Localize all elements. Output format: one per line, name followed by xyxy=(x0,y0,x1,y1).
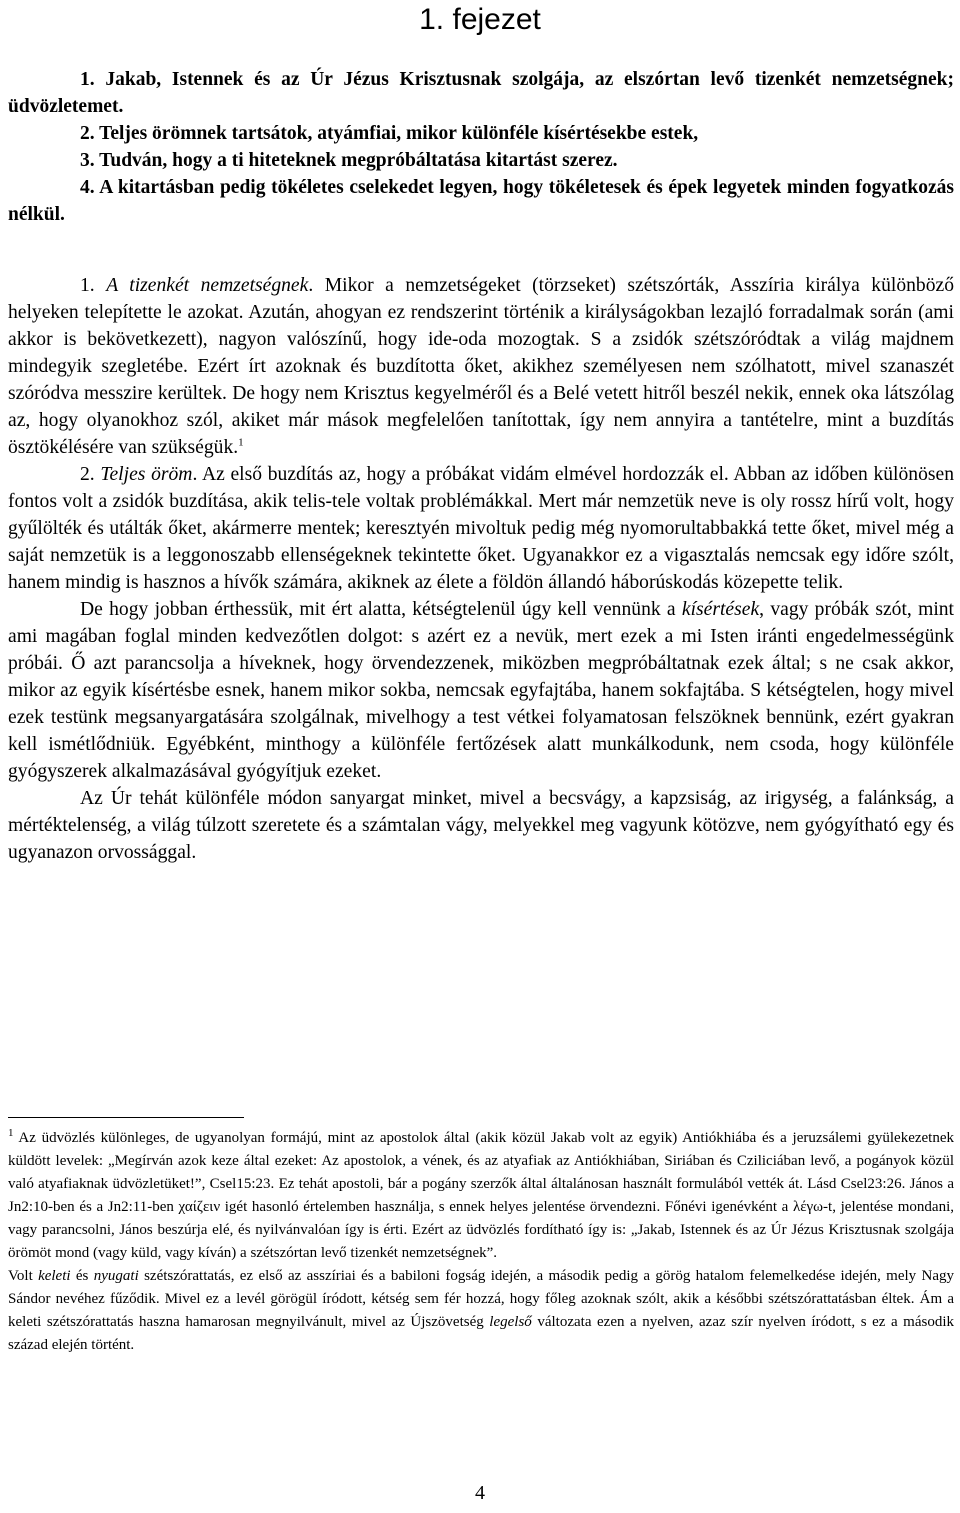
commentary-text-1: . Mikor a nemzetségeket (törzseket) szétszórták, Asszíria királya különböző helyeken telepítette le azokat. Azután, ahogyan ez rendszerint történik a királyságokban lezajló forradalmak során (ami akkor is bekövetkezett), nagyon valószínű, hogy ide-oda mozogtak. S a zsidók szétszóródtak a világ majdnem mindegyik szegletébe. Ezért írt azoknak és buzdította őket, akikhez személyesen nem szólhatott, mivel szanaszét szóródva messzire kerültek. De hogy nem Krisztus kegyelméről és a Belé vetett hitről beszél nekik, ennek oka látszólag az, hogy olyanokhoz szól, akiket már mások megfelelően tanítottak, így nem annyira a tantételre, mint a buzdítás ösztökélésére van szükségük. xyxy=(8,275,954,458)
verse-1: 1. Jakab, Istennek és az Úr Jézus Krisztusnak szolgája, az elszórtan levő tizenkét nemzetségnek; üdvözletemet. xyxy=(8,69,954,117)
scripture-verses xyxy=(8,66,954,228)
commentary-text-2: . Az első buzdítás az, hogy a próbákat vidám elmével hordozzák el. Abban az időben különösen fontos volt a zsidók buzdítása, akik telis-tele voltak problémákkal. Mert már nemzetük neve is oly rossz hírű volt, hogy gyűlölték és utálták őket, akármerre mentek; keresztyén mivoltuk pedig még nyomorultabbakká tette őket, mivel még a saját nemzetük is a leggonoszabb ellenségeknek tekintette őket. Ugyanakkor ez a vigasztalás nemcsak egy időre szólt, hanem mindig is hasznos a hívők számára, akiknek az élete a földön állandó háborúskodás közepette telik. xyxy=(8,464,954,593)
page-number: 4 xyxy=(475,1482,485,1504)
commentary-text-3b: , vagy próbák szót, mint ami magában foglal minden kedvezőtlen dolgot: s azért ez a nevük, mert ezek a mi Isten iránti engedelmességünk próbái. Ő azt parancsolja a híveknek, hogy örvendezzenek, miközben megpróbáltatnak ezek által; s ne csak akkor, mikor az egyik kísértésbe esnek, hanem mikor sokba, nemcsak egyfajtába, hanem sokfajtába. S kétségtelen, hogy mivel ezek testünk megsanyargatására szolgálnak, mivelhogy a test vétkei folyamatosan felszöknek bennünk, ezért gyakran kell ismétlődniük. Egyébként, minthogy a különféle fertőzések alatt munkálkodunk, nem csoda, hogy különféle gyógyszerek alkalmazásával gyógyítjuk ezeket. xyxy=(8,599,955,782)
commentary-paragraph-4: Az Úr tehát különféle módon sanyargat minket, mivel a becsvágy, a kapzsiság, az irigység, a falánkság, a mértéktelenség, a világ túlzott szeretete és a számtalan vágy, melyekkel meg vagyunk kötözve, nem gyógyítható egy és ugyanazon orvossággal. xyxy=(8,788,954,863)
footnote-emphasis-nyugati: nyugati xyxy=(93,1268,139,1284)
footnote-text-2d: változata ezen a nyelven, azaz szír nyelven íródott, s ez a második század elején történt. xyxy=(8,1314,954,1353)
commentary-heading-1: A tizenkét nemzetségnek xyxy=(106,275,309,296)
footnote-separator xyxy=(8,1117,244,1118)
verse-4: 4. A kitartásban pedig tökéletes cselekedet legyen, hogy tökéletesek és épek legyetek minden fogyatkozás nélkül. xyxy=(8,177,954,225)
footnote-paragraph-1 xyxy=(8,1127,954,1265)
commentary-heading-2: Teljes öröm xyxy=(100,464,193,485)
footnote-text-2c: szétszórattatás, ez első az asszíriai és a babiloni fogság idején, a második pedig a görög hatalom felemelkedése idején, mely Nagy Sándor nevéhez fűződik. Mivel ez a levél görögül íródott, kétség sem fér hozzá, hogy főleg azoknak szólt, akik a későbbi szétszórattatásban éltek. Ám a keleti szétszórattatás haszna hamarosan megnyilvánult, mivel az Újszövetség xyxy=(8,1268,955,1330)
chapter-title: 1. fejezet xyxy=(419,3,541,36)
verse-3: 3. Tudván, hogy a ti hiteteknek megpróbáltatása kitartást szerez. xyxy=(80,150,618,171)
footnote-text-1: Az üdvözlés különleges, de ugyanolyan formájú, mint az apostolok által (akik közül Jakab volt az egyik) Antiókhiába és a jeruzsálemi gyülekezetnek küldött levelek: „Megírván azok keze által ezeket: Az apostolok, a vének, és az atyafiak az Antiókhiában, Siriában és Cziliciában levő, a pogányok közül való atyafiaknak üdvözletüket!”, Csel15:23. Ez tehát apostoli, bár a pogány szerzők által általánosan használt formulából vették át. Lásd Csel23:26. János a Jn2:10-ben és a Jn2:11-ben χαίζειν igét hasonló értelemben használja, s ennek helyes jelentése örvendezni. Főnévi igenévként a λέγω-t, jelentése mondani, vagy parancsolni, János beszúrja elé, és nyilvánvalóan így is érti. Ezért az üdvözlés fordítható így is: „Jakab, Istennek és az Úr Jézus Krisztusnak szolgája örömöt mond (vagy küld, vagy kíván) a szétszórtan levő tizenkét nemzetségnek”. xyxy=(8,1130,954,1261)
commentary-paragraph-2 xyxy=(8,461,954,596)
commentary-number-2: 2. xyxy=(80,464,95,485)
commentary-number-1: 1. xyxy=(80,275,95,296)
footnote-text-2a: Volt xyxy=(8,1268,39,1284)
verse-2: 2. Teljes örömnek tartsátok, atyámfiai, mikor különféle kísértésekbe estek, xyxy=(80,123,699,144)
footnote-marker: 1 xyxy=(8,1127,14,1139)
footnote-emphasis-keleti: keleti xyxy=(38,1268,71,1284)
commentary-paragraph-3 xyxy=(8,596,954,785)
footnote xyxy=(8,1127,954,1357)
commentary-emphasis-kisertesek: kísértések xyxy=(681,599,760,620)
footnote-paragraph-2 xyxy=(8,1265,954,1357)
commentary-paragraph-1 xyxy=(8,272,954,461)
footnote-text-2b: és xyxy=(70,1268,94,1284)
commentary-text-3a: De hogy jobban érthessük, mit ért alatta, kétségtelenül úgy kell vennünk a xyxy=(80,599,682,620)
footnote-reference[interactable]: 1 xyxy=(238,436,244,449)
footnote-emphasis-legelso: legelső xyxy=(489,1314,532,1330)
commentary xyxy=(8,272,954,866)
